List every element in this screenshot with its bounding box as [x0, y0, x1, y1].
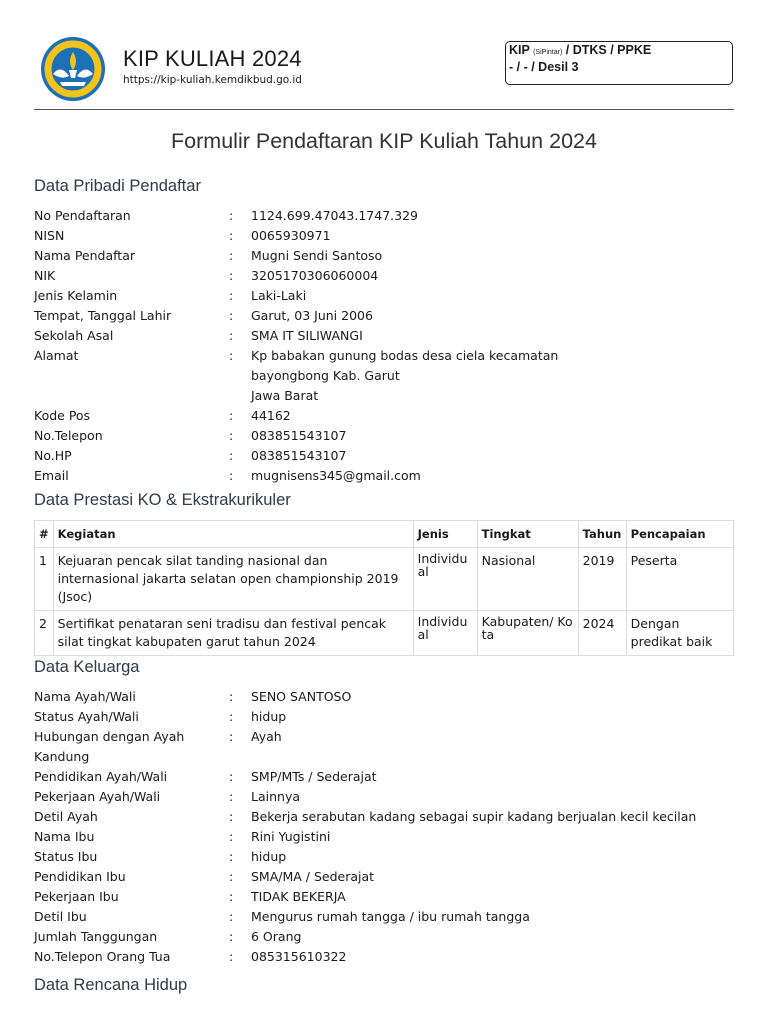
field-colon: :	[229, 809, 234, 824]
cell-no: 1	[35, 548, 54, 611]
field-label: Status Ibu	[34, 849, 98, 864]
field-row	[34, 787, 734, 807]
field-label: Sekolah Asal	[34, 328, 114, 343]
field-row	[34, 306, 734, 326]
header-divider	[34, 109, 734, 110]
field-label: Tempat, Tanggal Lahir	[34, 308, 172, 323]
prestasi-table	[34, 520, 734, 656]
field-label: Hubungan dengan Ayah Kandung	[34, 729, 185, 764]
col-header-pencapaian: Pencapaian	[626, 521, 733, 548]
cell-no: 2	[35, 611, 54, 656]
field-row	[34, 346, 734, 406]
field-value: Ayah	[251, 729, 282, 744]
field-colon: :	[229, 709, 234, 724]
field-colon: :	[229, 849, 234, 864]
field-label: Jenis Kelamin	[34, 288, 118, 303]
field-value: Laki-Laki	[251, 288, 307, 303]
field-value: Bekerja serabutan kadang sebagai supir kadang berjualan kecil kecilan	[251, 809, 697, 824]
keluarga-list	[34, 687, 734, 967]
field-label: Nama Ibu	[34, 829, 95, 844]
cell-tingkat: Kabupaten/ Kota	[477, 611, 578, 656]
status-line-1	[509, 43, 729, 60]
field-row	[34, 847, 734, 867]
field-label: Kode Pos	[34, 408, 91, 423]
table-row	[35, 548, 734, 611]
cell-kegiatan: Kejuaran pencak silat tanding nasional dan internasional jakarta selatan open championship 2019 (Jsoc)	[53, 548, 413, 611]
cell-pencapaian: Peserta	[626, 548, 733, 611]
field-row	[34, 687, 734, 707]
pribadi-list	[34, 206, 734, 486]
field-value: 3205170306060004	[251, 268, 379, 283]
field-value: hidup	[251, 849, 287, 864]
field-row	[34, 947, 734, 967]
page-header	[34, 34, 734, 104]
field-row	[34, 887, 734, 907]
field-value: Garut, 03 Juni 2006	[251, 308, 373, 323]
col-header-tahun: Tahun	[578, 521, 626, 548]
field-value: SMA/MA / Sederajat	[251, 869, 375, 884]
section-title-pribadi: Data Pribadi Pendaftar	[34, 177, 201, 195]
col-header-tingkat: Tingkat	[477, 521, 578, 548]
field-label: Pekerjaan Ayah/Wali	[34, 789, 161, 804]
field-label: No.HP	[34, 448, 72, 463]
section-title-rencana: Data Rencana Hidup	[34, 976, 188, 994]
cell-pencapaian: Dengan predikat baik	[626, 611, 733, 656]
cell-jenis: Individual	[413, 611, 477, 656]
field-row	[34, 286, 734, 306]
field-colon: :	[229, 448, 234, 463]
field-colon: :	[229, 428, 234, 443]
field-value: SMP/MTs / Sederajat	[251, 769, 377, 784]
status-kip: KIP	[509, 43, 530, 57]
field-row	[34, 226, 734, 246]
field-value: hidup	[251, 709, 287, 724]
field-value: 083851543107	[251, 428, 347, 443]
field-label: NISN	[34, 228, 65, 243]
field-value: SENO SANTOSO	[251, 689, 352, 704]
field-label: Nama Ayah/Wali	[34, 689, 136, 704]
field-row	[34, 426, 734, 446]
field-label: No.Telepon	[34, 428, 103, 443]
field-colon: :	[229, 789, 234, 804]
field-value: TIDAK BEKERJA	[251, 889, 346, 904]
field-value: 083851543107	[251, 448, 347, 463]
field-colon: :	[229, 208, 234, 223]
cell-tahun: 2024	[578, 611, 626, 656]
field-row	[34, 406, 734, 426]
field-row	[34, 206, 734, 226]
field-label: No Pendaftaran	[34, 208, 131, 223]
col-header-no: #	[35, 521, 54, 548]
cell-tingkat: Nasional	[477, 548, 578, 611]
site-url: https://kip-kuliah.kemdikbud.go.id	[123, 74, 302, 86]
status-dtks-ppke: / DTKS / PPKE	[565, 43, 652, 57]
field-colon: :	[229, 248, 234, 263]
table-header-row	[35, 521, 734, 548]
col-header-jenis: Jenis	[413, 521, 477, 548]
field-colon: :	[229, 829, 234, 844]
section-title-prestasi: Data Prestasi KO & Ekstrakurikuler	[34, 491, 291, 509]
field-value: 1124.699.47043.1747.329	[251, 208, 418, 223]
field-value: Kp babakan gunung bodas desa ciela kecamatan bayongbong Kab. Garut Jawa Barat	[251, 348, 559, 403]
field-label: Detil Ibu	[34, 909, 87, 924]
field-value: Mugni Sendi Santoso	[251, 248, 383, 263]
field-colon: :	[229, 468, 234, 483]
form-title: Formulir Pendaftaran KIP Kuliah Tahun 2024	[171, 129, 597, 153]
field-colon: :	[229, 889, 234, 904]
section-title-keluarga: Data Keluarga	[34, 658, 140, 676]
field-row	[34, 907, 734, 927]
field-label: Pekerjaan Ibu	[34, 889, 119, 904]
field-value: 44162	[251, 408, 291, 423]
field-value: Mengurus rumah tangga / ibu rumah tangga	[251, 909, 530, 924]
field-colon: :	[229, 308, 234, 323]
field-colon: :	[229, 869, 234, 884]
field-colon: :	[229, 729, 234, 744]
field-row	[34, 446, 734, 466]
field-colon: :	[229, 929, 234, 944]
field-row	[34, 927, 734, 947]
field-value: 0065930971	[251, 228, 331, 243]
field-colon: :	[229, 689, 234, 704]
field-label: Detil Ayah	[34, 809, 98, 824]
field-label: Email	[34, 468, 69, 483]
status-badge	[505, 41, 733, 85]
field-label: No.Telepon Orang Tua	[34, 949, 171, 964]
cell-tahun: 2019	[578, 548, 626, 611]
field-value: mugnisens345@gmail.com	[251, 468, 421, 483]
col-header-kegiatan: Kegiatan	[53, 521, 413, 548]
field-colon: :	[229, 769, 234, 784]
tut-wuri-handayani-logo	[36, 36, 110, 102]
field-label: Jumlah Tanggungan	[34, 929, 158, 944]
field-colon: :	[229, 949, 234, 964]
field-value: 6 Orang	[251, 929, 302, 944]
table-row	[35, 611, 734, 656]
field-row	[34, 466, 734, 486]
field-row	[34, 727, 734, 767]
app-title: KIP KULIAH 2024	[123, 46, 302, 71]
field-row	[34, 246, 734, 266]
field-row	[34, 707, 734, 727]
field-value: Rini Yugistini	[251, 829, 331, 844]
field-colon: :	[229, 909, 234, 924]
cell-jenis: Individual	[413, 548, 477, 611]
field-value: Lainnya	[251, 789, 300, 804]
field-label: Status Ayah/Wali	[34, 709, 139, 724]
field-colon: :	[229, 288, 234, 303]
field-row	[34, 266, 734, 286]
field-colon: :	[229, 268, 234, 283]
field-row	[34, 867, 734, 887]
field-colon: :	[229, 348, 234, 363]
field-label: Nama Pendaftar	[34, 248, 136, 263]
status-line-2: - / - / Desil 3	[509, 60, 579, 74]
field-row	[34, 807, 734, 827]
status-sipintar: (SiPintar)	[533, 49, 563, 56]
field-label: Pendidikan Ibu	[34, 869, 126, 884]
field-row	[34, 326, 734, 346]
field-value: 085315610322	[251, 949, 347, 964]
field-colon: :	[229, 328, 234, 343]
field-label: Alamat	[34, 348, 79, 363]
field-row	[34, 767, 734, 787]
field-label: Pendidikan Ayah/Wali	[34, 769, 168, 784]
field-label: NIK	[34, 268, 56, 283]
field-colon: :	[229, 408, 234, 423]
field-value: SMA IT SILIWANGI	[251, 328, 363, 343]
field-colon: :	[229, 228, 234, 243]
field-row	[34, 827, 734, 847]
cell-kegiatan: Sertifikat penataran seni tradisu dan festival pencak silat tingkat kabupaten garut tahun 2024	[53, 611, 413, 656]
